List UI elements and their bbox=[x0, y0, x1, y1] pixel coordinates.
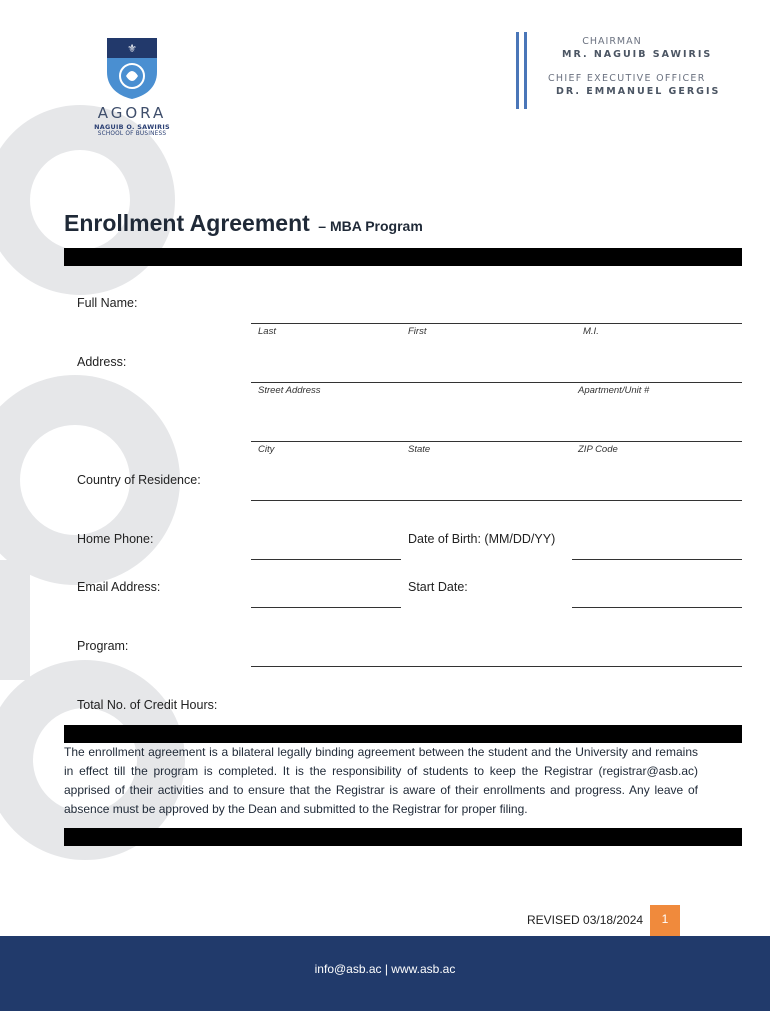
zip-caption: ZIP Code bbox=[578, 444, 618, 455]
state-caption: State bbox=[408, 444, 431, 455]
full-name-label: Full Name: bbox=[77, 296, 138, 310]
header-divider-2 bbox=[524, 32, 527, 109]
section-bar-bottom bbox=[64, 828, 742, 846]
page-title bbox=[64, 210, 423, 237]
country-field[interactable] bbox=[251, 500, 742, 501]
program-label: Program: bbox=[77, 639, 129, 653]
leadership-header bbox=[548, 36, 727, 99]
address-label: Address: bbox=[77, 355, 127, 369]
date-of-birth-label: Date of Birth: (MM/DD/YY) bbox=[408, 532, 556, 546]
ceo-label: CHIEF EXECUTIVE OFFICER bbox=[548, 73, 706, 84]
email-label: Email Address: bbox=[77, 580, 161, 594]
last-name-caption: Last bbox=[258, 326, 276, 337]
chairman-name: MR. NAGUIB SAWIRIS bbox=[562, 49, 713, 60]
home-phone-label: Home Phone: bbox=[77, 532, 154, 546]
footer-bar bbox=[0, 936, 770, 1011]
start-date-label: Start Date: bbox=[408, 580, 468, 594]
ceo-name: DR. EMMANUEL GERGIS bbox=[556, 86, 721, 97]
section-bar-middle bbox=[64, 725, 742, 743]
credit-hours-label: Total No. of Credit Hours: bbox=[77, 698, 218, 712]
date-of-birth-field[interactable] bbox=[572, 559, 742, 560]
first-name-caption: First bbox=[408, 326, 427, 337]
country-label: Country of Residence: bbox=[77, 473, 201, 487]
logo-wordmark: AGORA bbox=[97, 104, 167, 122]
svg-text:⚜: ⚜ bbox=[127, 42, 137, 55]
city-state-zip-field[interactable] bbox=[251, 441, 742, 442]
email-field[interactable] bbox=[251, 607, 401, 608]
middle-initial-caption: M.I. bbox=[583, 326, 599, 337]
street-address-caption: Street Address bbox=[258, 385, 321, 396]
footer-contact[interactable]: info@asb.ac | www.asb.ac bbox=[314, 962, 456, 976]
school-logo bbox=[92, 36, 172, 137]
header-divider-1 bbox=[516, 32, 519, 109]
agreement-paragraph: The enrollment agreement is a bilateral legally binding agreement between the student and the University and remains in effect till the program is completed. It is the responsibility of students to keep the Registrar (registrar@asb.ac) apprised of their activities and to ensure that the Registrar is aware of their enrollments and progress. Any leave of absence must be approved by the Dean and submitted to the Registrar for proper filing. bbox=[64, 745, 698, 816]
home-phone-field[interactable] bbox=[251, 559, 401, 560]
shield-lion-icon bbox=[105, 36, 159, 100]
logo-subtitle-school: SCHOOL OF BUSINESS bbox=[97, 131, 167, 137]
title-main: Enrollment Agreement bbox=[64, 210, 310, 236]
start-date-field[interactable] bbox=[572, 607, 742, 608]
title-subtitle: – MBA Program bbox=[318, 218, 423, 234]
full-name-field[interactable] bbox=[251, 323, 742, 324]
page-number: 1 bbox=[661, 912, 669, 926]
logo-subtitle-name: NAGUIB O. SAWIRIS bbox=[94, 123, 170, 131]
city-caption: City bbox=[258, 444, 275, 455]
chairman-label: CHAIRMAN bbox=[582, 36, 642, 47]
revision-date: REVISED 03/18/2024 bbox=[527, 913, 644, 927]
section-bar-top bbox=[64, 248, 742, 266]
street-address-field[interactable] bbox=[251, 382, 742, 383]
program-field[interactable] bbox=[251, 666, 742, 667]
apartment-caption: Apartment/Unit # bbox=[578, 385, 650, 396]
